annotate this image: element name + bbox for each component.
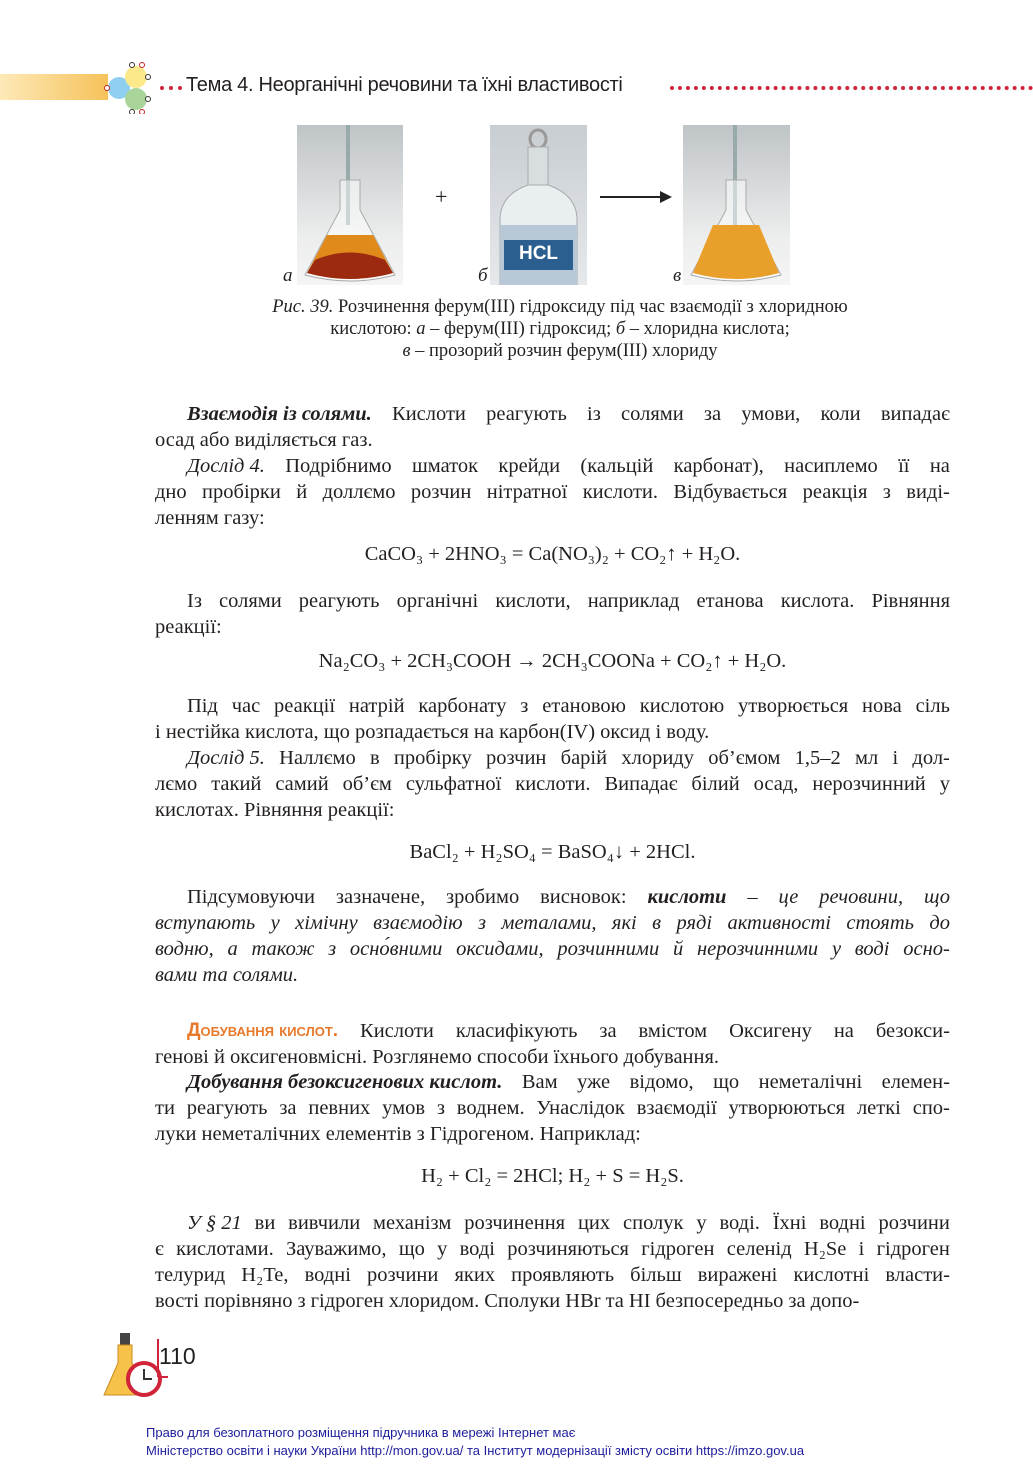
text-line [155,1018,950,1044]
text: у [437,1238,448,1260]
emphasis-text: що [924,886,950,908]
text: об’єм [342,773,392,795]
page-number: 110 [159,1343,196,1369]
text: гідроген [876,1238,950,1260]
caption-text: б [615,319,626,339]
text: Випадає [604,773,678,795]
text: й [296,481,308,503]
molecule-icon [100,62,158,114]
emphasis-text: до [929,912,950,934]
text: і [892,747,899,769]
figure-label-b: б [478,265,488,286]
text: осад або виділяється газ. [155,429,373,451]
bottle-photo-b [490,125,587,285]
text: ленням газу: [155,507,265,529]
emphasis-text: осно- [903,938,950,960]
text-line [155,1095,950,1121]
text: утворюються [728,1097,846,1119]
caption-line [200,318,920,340]
text: Відбувається [673,481,788,503]
text: розчинення [464,1212,566,1234]
footer-line-2: Міністерство освіти і науки України http://mon.gov.ua/ та Інститут модернізації змісту освіти https://imzo.gov.ua [146,1443,805,1458]
header-dots-right [670,86,1033,90]
paragraph [155,401,950,453]
text: Унаслідок [536,1097,625,1119]
text: розчин [410,481,472,503]
text: дно [155,481,187,503]
text: кислоти. [582,481,658,503]
text: Подрібнимо [285,455,392,477]
emphasis-text: осно́вними [349,938,443,960]
text-line [155,1044,950,1070]
emphasis-text: кислоти [647,886,727,908]
text: власти- [885,1264,950,1286]
text: кислота. [780,590,855,612]
text: воднем. [456,1097,525,1119]
text: солями [621,403,684,425]
emphasis-text: у [270,912,280,934]
text: розчини [878,1212,950,1234]
emphasis-text: нерозчинними [697,938,819,960]
emphasis-text: У § 21 [187,1212,242,1234]
emphasis-text: водню, [155,938,214,960]
text: шматок [411,455,479,477]
text-line [155,453,950,479]
emphasis-text: взаємодію [373,912,463,934]
caption-text: в [402,341,411,361]
text: водні [304,1264,351,1286]
chapter-title: Тема 4. Неорганічні речовини та їхні властивості [186,74,623,96]
text: Рівняння [871,590,950,612]
text-line [155,884,950,910]
text: сполук [623,1212,684,1234]
text: за [599,1020,617,1042]
emphasis-text: Дослід 5. [187,747,265,769]
paragraph [155,1018,950,1070]
text: і нестійка кислота, що розпадається на карбон(IV) оксид і воду. [155,721,710,743]
text: такий [211,773,262,795]
caption-text: – прозорий розчин ферум(ІІІ) хлориду [410,341,718,361]
emphasis-text: з [477,912,486,934]
text: натрій [348,695,405,717]
text: Їхні [772,1212,807,1234]
chemical-equation: Na₂CO₃ + 2CH₃COOH → 2CH₃COONa + CO₂↑ + H₂O. [318,650,787,672]
text: Оксигену [729,1020,812,1042]
text-line [155,588,950,614]
text: ти [155,1097,175,1119]
text: умов [382,1097,426,1119]
text-line [155,745,950,771]
emphasis-text: з [328,938,337,960]
text: допо- [810,1290,860,1312]
text: неметалічні [758,1071,863,1093]
paragraph [155,453,950,531]
emphasis-text: Добування кислот. [187,1020,339,1041]
text: гідроген [641,1238,715,1260]
text: з [520,695,529,717]
caption-text: а [416,319,426,339]
text: реакції: [155,616,222,638]
text: кислотні [793,1264,870,1286]
text-line [155,910,950,936]
text: реагують [486,403,567,425]
emphasis-text: Дослід 4. [187,455,265,477]
text: із [587,403,601,425]
text: H₂Te, [241,1264,289,1286]
text-line [155,1236,950,1262]
text: Під [187,695,218,717]
emphasis-text: в [652,912,662,934]
text: органічні [396,590,479,612]
caption-line [200,296,920,318]
paragraph [155,693,950,745]
paragraph [155,745,950,823]
flask-clock-icon [100,1333,168,1397]
caption-line [200,340,920,362]
emphasis-text: стоять [846,912,914,934]
emphasis-text: які [611,912,637,934]
text: випадає [880,403,950,425]
text: коли [820,403,861,425]
text: виражені [697,1264,778,1286]
text: і [858,1238,865,1260]
text: Наллємо [279,747,356,769]
text: гідроген [310,1290,384,1312]
plus-sign: + [435,184,448,209]
emphasis-text: а [227,938,238,960]
text: спо- [912,1097,950,1119]
text: що [713,1071,740,1093]
emphasis-text: Добування безоксигенових кислот. [187,1071,503,1093]
text: Вам [521,1071,558,1093]
text: нова [862,695,902,717]
text: за [788,1290,806,1312]
emphasis-text: це [778,886,799,908]
text: об’ємом [708,747,781,769]
text: з [882,481,891,503]
caption-text: кислотою: [330,319,417,339]
text: відомо, [629,1071,694,1093]
header-bar [0,74,108,100]
text-line [155,505,950,531]
figure-label-a: а [283,265,293,286]
text: розчиняються [507,1238,629,1260]
text: її [898,455,910,477]
text: безпосередньо [655,1290,784,1312]
flask-iron-chloride-icon [683,125,790,285]
text: карбонату [418,695,507,717]
text: наприклад [587,590,680,612]
text: зазначене, [335,886,426,908]
text: яких [454,1264,496,1286]
text-line [155,1069,950,1095]
text: генові й оксигеновмісні. Розглянемо способи їхнього добування. [155,1046,720,1068]
text: кислоти, [495,590,571,612]
text: реагують [298,590,380,612]
emphasis-text: хімічну [295,912,358,934]
text: нерозчинний [812,773,926,795]
text: воді [459,1238,495,1260]
text: 1,5–2 [794,747,841,769]
text: леткі [856,1097,901,1119]
chemical-equation: H₂ + Cl₂ = 2HCl; H₂ + S = H₂S. [421,1165,684,1187]
text: солями [219,590,282,612]
text: механізм [373,1212,452,1234]
text: у [696,1212,707,1234]
arrow-right-icon [600,190,672,204]
text: у [939,773,950,795]
bottle-label: HCL [518,243,559,264]
text: селенід [726,1238,792,1260]
footer-line-1: Право для безоплатного розміщення підручника в мережі Інтернет має [146,1425,576,1440]
text: хлоридом. [388,1290,480,1312]
text: класифікують [455,1020,578,1042]
text-line [155,962,950,988]
text: кислотами. [176,1238,274,1260]
text: пробірки [202,481,281,503]
text: умови, [741,403,801,425]
text: та [605,1290,624,1312]
text: хлориду [621,747,694,769]
caption-text: Розчинення ферум(ІІІ) гідроксиду під час взаємодії з хлоридною [333,297,848,317]
text: сульфатної [405,773,502,795]
text: з [297,1290,306,1312]
text: мл [855,747,879,769]
text-line [155,614,950,640]
text: порівняно [204,1290,293,1312]
text: взаємодії [636,1097,717,1119]
text: HBr [565,1290,601,1312]
text: луки неметалічних елементів з Гідрогеном. Наприклад: [155,1123,641,1145]
text: кислоти. [515,773,591,795]
text: Із [187,590,202,612]
emphasis-text: вступають [155,912,256,934]
emphasis-text: розчинними [557,938,660,960]
text: висновок: [540,886,627,908]
text-line [155,797,950,823]
text: елемен- [881,1071,950,1093]
text: ви [254,1212,276,1234]
text: утворюється [738,695,849,717]
text-line [155,1121,950,1147]
emphasis-text: речовини, [819,886,904,908]
text-line [155,479,950,505]
emphasis-text: воді [854,938,890,960]
text: лємо [155,773,198,795]
text: з [436,1097,445,1119]
header-dots-left [160,86,182,90]
text: (кальцій [580,455,654,477]
emphasis-text: активності [727,912,831,934]
text: доллємо [322,481,396,503]
text: нітратної [486,481,568,503]
text-line [155,401,950,427]
emphasis-text: також [251,938,315,960]
text: барій [560,747,608,769]
emphasis-text: й [673,938,684,960]
text: Зауважимо, [285,1238,387,1260]
text: на [833,1020,854,1042]
text: уже [577,1071,611,1093]
caption-text: Рис. 39. [272,297,334,317]
text: телурид [155,1264,226,1286]
text: етановою [542,695,626,717]
text: крейди [498,455,561,477]
text: білий [691,773,740,795]
figure-label-c: в [673,265,682,286]
text: осад, [753,773,799,795]
flask-photo-c [683,125,790,285]
text: самий [275,773,329,795]
chemical-equation: BaCl₂ + H₂SO₄ = BaSO₄↓ + 2HCl. [409,841,696,863]
text: за [703,403,722,425]
caption-text: – ферум(ІІІ) гідроксид; [425,319,616,339]
text: вмістом [638,1020,708,1042]
text: насиплемо [784,455,878,477]
text: Підсумовуючи [187,886,316,908]
paragraph [155,1069,950,1147]
text: реакція [802,481,868,503]
text: реакції [274,695,336,717]
text: кислотою [639,695,725,717]
text-line [155,936,950,962]
text-line [155,719,950,745]
text: кислотах. Рівняння реакції: [155,799,395,821]
flask-iron-hydroxide-icon [297,125,403,285]
text: певних [308,1097,371,1119]
emphasis-text: у [831,938,842,960]
text-line [155,427,950,453]
text-line [155,693,950,719]
text: на [929,455,950,477]
text: безокси- [875,1020,950,1042]
figure-caption [200,296,920,362]
text: карбонат), [673,455,764,477]
text: зробимо [445,886,520,908]
text: HI [628,1290,651,1312]
text-line [155,1288,950,1314]
text: етанова [696,590,764,612]
text: час [231,695,261,717]
text: пробірку [393,747,472,769]
emphasis-text: ряді [676,912,713,934]
paragraph [155,588,950,640]
text: більш [630,1264,682,1286]
paragraph [155,884,950,988]
text: вивчили [288,1212,361,1234]
text: Сполуки [484,1290,561,1312]
paragraph [155,1210,950,1314]
text-line [155,771,950,797]
flask-photo-a [297,125,403,285]
text: воді. [719,1212,760,1234]
emphasis-text: Взаємодія із солями. [187,403,372,425]
chemical-equation: CaCO₃ + 2HNO₃ = Ca(NO₃)₂ + CO₂↑ + H₂O. [364,543,741,565]
emphasis-text: вами та солями. [155,964,299,986]
emphasis-text: оксидами, [456,938,544,960]
text: проявляють [511,1264,615,1286]
text: виді- [906,481,950,503]
text: є [155,1238,164,1260]
text: розчини [366,1264,439,1286]
text: в [369,747,380,769]
text: сіль [915,695,950,717]
text: Кислоти [360,1020,434,1042]
text: що [398,1238,425,1260]
emphasis-text: – [747,886,758,908]
text-line [155,1210,950,1236]
caption-text: – хлоридна кислота; [625,319,790,339]
text: водні [819,1212,866,1234]
text-line [155,1262,950,1288]
text: за [279,1097,297,1119]
text: розчин [485,747,547,769]
text: H₂Se [803,1238,847,1260]
text: Кислоти [392,403,466,425]
text: реагують [186,1097,268,1119]
emphasis-text: металами, [501,912,597,934]
text: дол- [912,747,950,769]
text: цих [577,1212,611,1234]
text: вості [155,1290,200,1312]
